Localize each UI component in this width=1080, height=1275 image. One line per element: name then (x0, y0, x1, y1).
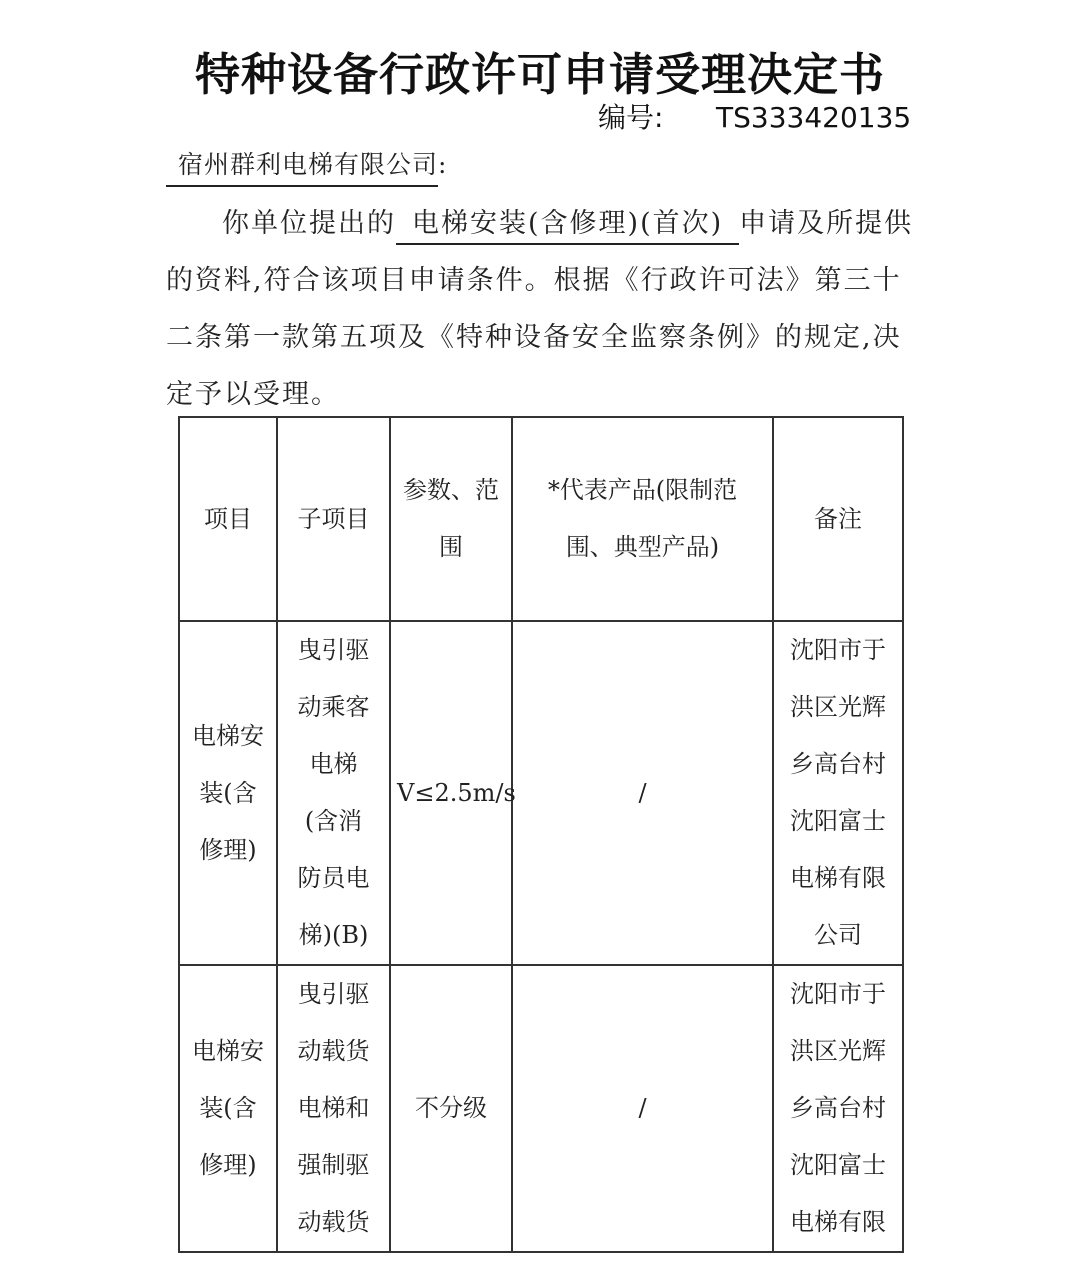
document-number-label: 编号: (598, 101, 664, 134)
header-subitem: 子项目 (277, 417, 390, 621)
addressee-colon: : (438, 150, 447, 179)
body-prefix: 你单位提出的 (222, 208, 396, 239)
table-row (179, 621, 903, 965)
cell-product: / (512, 965, 773, 1252)
document-number-value: TS333420135 (716, 101, 912, 134)
document-number (598, 96, 911, 136)
header-product: *代表产品(限制范围、典型产品) (512, 417, 773, 621)
body-paragraph (166, 195, 918, 423)
addressee-name: 宿州群利电梯有限公司 (166, 145, 438, 187)
table-header-row (179, 417, 903, 621)
table-row (179, 965, 903, 1252)
addressee-line (166, 145, 446, 187)
cell-subitem: 曳引驱动乘客电梯(含消防员电梯)(B) (277, 621, 390, 965)
cell-subitem: 曳引驱动载货电梯和强制驱动载货 (277, 965, 390, 1252)
body-application-item: 电梯安装(含修理)(首次) (396, 205, 739, 245)
cell-param: V≤2.5m/s (390, 621, 512, 965)
document-title: 特种设备行政许可申请受理决定书 (194, 48, 885, 101)
license-table (178, 416, 904, 1253)
cell-item: 电梯安装(含修理) (179, 621, 277, 965)
body-text: 申请及所提供的资料,符合该项目申请条件。根据《行政许可法》第三十二条第一款第五项及《特种设备安全监察条例》的规定,决定予以受理。 (166, 208, 914, 410)
cell-note: 沈阳市于洪区光辉乡高台村沈阳富士电梯有限公司 (773, 621, 903, 965)
header-item: 项目 (179, 417, 277, 621)
cell-item: 电梯安装(含修理) (179, 965, 277, 1252)
header-note: 备注 (773, 417, 903, 621)
header-param: 参数、范围 (390, 417, 512, 621)
cell-product: / (512, 621, 773, 965)
cell-param: 不分级 (390, 965, 512, 1252)
cell-note: 沈阳市于洪区光辉乡高台村沈阳富士电梯有限 (773, 965, 903, 1252)
